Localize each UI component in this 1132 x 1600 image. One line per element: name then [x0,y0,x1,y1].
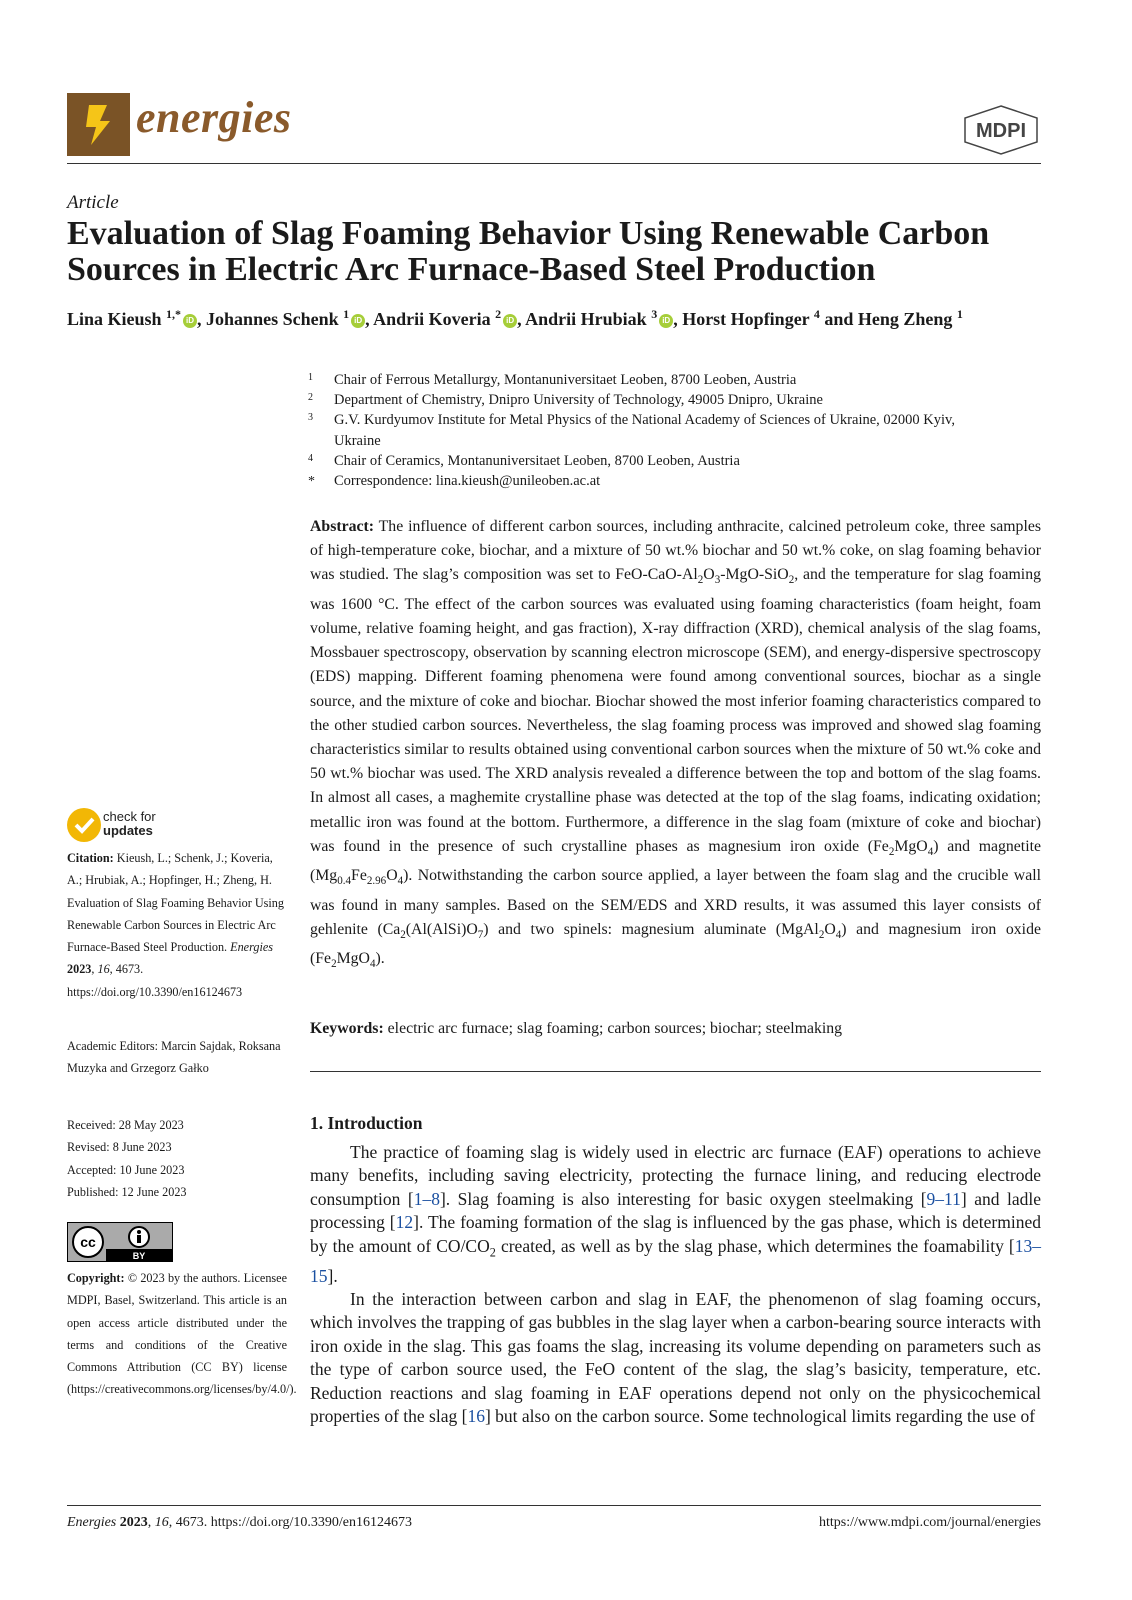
svg-text:cc: cc [80,1234,96,1250]
abstract-divider [310,1071,1041,1072]
keywords [310,1020,1041,1038]
introduction-body [310,1141,1041,1428]
citation-link[interactable]: 12 [395,1212,414,1233]
copyright-notice: Copyright: © 2023 by the authors. Licensee MDPI, Basel, Switzerland. This article is an open access article distributed under the terms and conditions of the Creative Commons Attribution (CC BY) license (https://creativecommons.org/licenses/by/4.0/). [67,1271,297,1397]
journal-name: energies [136,93,292,142]
affiliation-item: 1 Chair of Ferrous Metallurgy, Montanuniversitaet Leoben, 8700 Leoben, Austria [308,372,797,388]
keywords-label: Keywords: [310,1020,384,1037]
svg-text:BY: BY [132,1251,146,1261]
check-icon [67,808,101,842]
abstract-label: Abstract: [310,518,375,535]
footer-citation[interactable]: Energies 2023, 16, 4673. https://doi.org/10.3390/en16124673 [67,1515,412,1530]
abstract: Abstract: The influence of different carbon sources, including anthracite, calcined petroleum coke, three samples of high-temperature coke, biochar, and a mixture of 50 wt.% biochar and 50 wt.% coke, on slag foaming behavior was studied. The slag’s composition was set to FeO-$CaO-Al_2O_3-MgO-SiO_2$, and the temperature for slag foaming was 1600 °C. The effect of the carbon sources was evaluated using foaming characteristics (foam height, foam volume, relative foaming height, and gas fraction), X-ray diffraction (XRD), chemical analysis of the slag foams, Mossbauer spectroscopy, observation by scanning electron microscope (SEM), and energy-dispersive spectroscopy (EDS) mapping. Different foaming phenomena were found among conventional sources, biochar as a single source, and the mixture of coke and biochar. Biochar showed the most inferior foaming characteristics compared to the other studied carbon sources. Nevertheless, the slag foaming process was improved and showed slag foaming characteristics similar to results obtained using conventional carbon sources when the mixture of 50 wt.% coke and 50 wt.% biochar was used. The XRD analysis revealed a difference between the top and bottom of the slag foams. In almost all cases, a maghemite crystalline phase was detected at the top of the slag foams, indicating oxidation; metallic iron was found at the bottom. Furthermore, a difference in the slag foam (mixture of coke and biochar) was found in the presence of such crystalline phases as magnesium iron oxide $(Fe_2MgO_4)$ and magnetite $(Mg_{0.4}Fe_{2.96}O_4)$. Notwithstanding the carbon source applied, a layer between the foam slag and the crucible wall was found in many samples. Based on the SEM/EDS and XRD results, it was assumed this layer consists of gehlenite ($Ca_2(Al(AlSi)O_7)$ and two spinels: magnesium aluminate $(MgAl_2O_4)$ and magnesium iron oxide $(Fe_2MgO_4)$. [310,518,1041,971]
author-affil-marker: 1 [343,307,350,321]
article-type: Article [67,192,119,213]
section-heading: 1. Introduction [310,1113,423,1133]
citation-block: Citation: Kieush, L.; Schenk, J.; Koveria, A.; Hrubiak, A.; Hopfinger, H.; Zheng, H. Evaluation of Slag Foaming Behavior Using Renewable Carbon Sources in Electric Arc Furnace-Based Steel Production. Energies 2023, 16, 4673. https://doi.org/10.3390/en16124673 [67,851,284,999]
author-name[interactable]: Andrii Hrubiak [525,309,647,329]
paragraph: The practice of foaming slag is widely used in electric arc furnace (EAF) operations to achieve many benefits, including saving electricity, protecting the furnace lining, and reducing electrode consumption [1–8]. Slag foaming is also interesting for basic oxygen steelmaking [9–11] and ladle processing [12]. The foaming formation of the slag is influenced by the gas phase, which is determined by the amount of $CO/CO_2$ created, as well as by the slag phase, which determines the foamability [13–15]. [310,1142,1041,1286]
authors-conjunction: and [824,309,854,329]
publication-dates [67,1114,287,1203]
academic-editors: Academic Editors: Marcin Sajdak, Roksana Muzyka and Grzegorz Gałko [67,1039,281,1076]
affiliations [308,370,1048,491]
updates-label: updates [103,823,153,838]
citation-link[interactable]: 16 [467,1405,485,1426]
keywords-text: electric arc furnace; slag foaming; carbon sources; biochar; steelmaking [387,1020,843,1037]
header-divider [67,163,1041,164]
footer-journal-url[interactable]: https://www.mdpi.com/journal/energies [818,1515,1041,1530]
mdpi-logo[interactable] [962,104,1040,156]
author-affil-marker: 3 [651,307,658,321]
citation-link[interactable]: 9–11 [926,1188,961,1209]
footer-divider [67,1505,1041,1506]
journal-logo [67,93,130,156]
author-name[interactable]: Andrii Koveria [373,309,491,329]
cc-by-license-badge[interactable] [67,1222,173,1262]
correspondence[interactable]: * Correspondence: lina.kieush@unileoben.ac.at [308,473,601,490]
revised-date: Revised: 8 June 2023 [67,1140,172,1155]
citation-link[interactable]: 1–8 [413,1188,440,1209]
check-for-updates-badge[interactable] [67,808,207,844]
author-list: Lina Kieush $^{1,*}$ iD , Johannes Schenk $^1$ iD , Andrii Koveria $^2$ iD , Andrii Hrubiak $^3$ iD , Horst Hopfinger $^4$ and Heng Zheng $^1$ [67,307,963,329]
author-name[interactable]: Horst Hopfinger [682,309,810,329]
citation-label: Citation: [67,851,114,865]
author-affil-marker: 4 [813,307,820,321]
paragraph: In the interaction between carbon and slag in EAF, the phenomenon of slag foaming occurs, which involves the trapping of gas bubbles in the slag layer when a carbon-bearing source interacts with iron oxide in the slag. This gas foams the slag, increasing its volume depending on parameters such as the type of carbon source used, the FeO content of the slag, the slag’s basicity, temperature, etc. Reduction reactions and slag foaming in EAF operations depend not only on the physicochemical properties of the slag [16] but also on the carbon source. Some technological limits regarding the use of [310,1288,1041,1426]
article-title: Evaluation of Slag Foaming Behavior Using Renewable Carbon Sources in Electric Arc Furnace-Based Steel Production [67,215,990,288]
affiliation-item: 3 G.V. Kurdyumov Institute for Metal Physics of the National Academy of Sciences of Ukraine, 02000 Kyiv, Ukraine [308,412,955,449]
affiliation-item: 2 Department of Chemistry, Dnipro University of Technology, 49005 Dnipro, Ukraine [308,392,823,409]
orcid-icon[interactable]: iD [351,314,365,328]
published-date: Published: 12 June 2023 [67,1184,187,1199]
received-date: Received: 28 May 2023 [67,1118,184,1132]
author-affil-marker: 1,* [166,307,182,321]
author-name[interactable]: Heng Zheng [857,309,953,329]
lightning-icon [67,93,130,156]
author-affil-marker: 2 [495,307,502,321]
svg-text:MDPI: MDPI [976,120,1026,142]
check-for-label: check for [103,809,156,824]
author-name[interactable]: Lina Kieush [67,309,162,329]
orcid-icon[interactable]: iD [183,314,197,328]
orcid-icon[interactable]: iD [659,314,673,328]
orcid-icon[interactable]: iD [503,314,517,328]
author-affil-marker: 1 [956,307,963,321]
accepted-date: Accepted: 10 June 2023 [67,1162,185,1177]
copyright-label: Copyright: [67,1271,125,1285]
affiliation-item: 4 Chair of Ceramics, Montanuniversitaet Leoben, 8700 Leoben, Austria [308,452,740,469]
citation-link[interactable]: 13–15 [310,1235,1041,1286]
author-name[interactable]: Johannes Schenk [206,309,339,329]
citation-doi[interactable]: , 4673. https://doi.org/10.3390/en16124673 [67,962,243,999]
